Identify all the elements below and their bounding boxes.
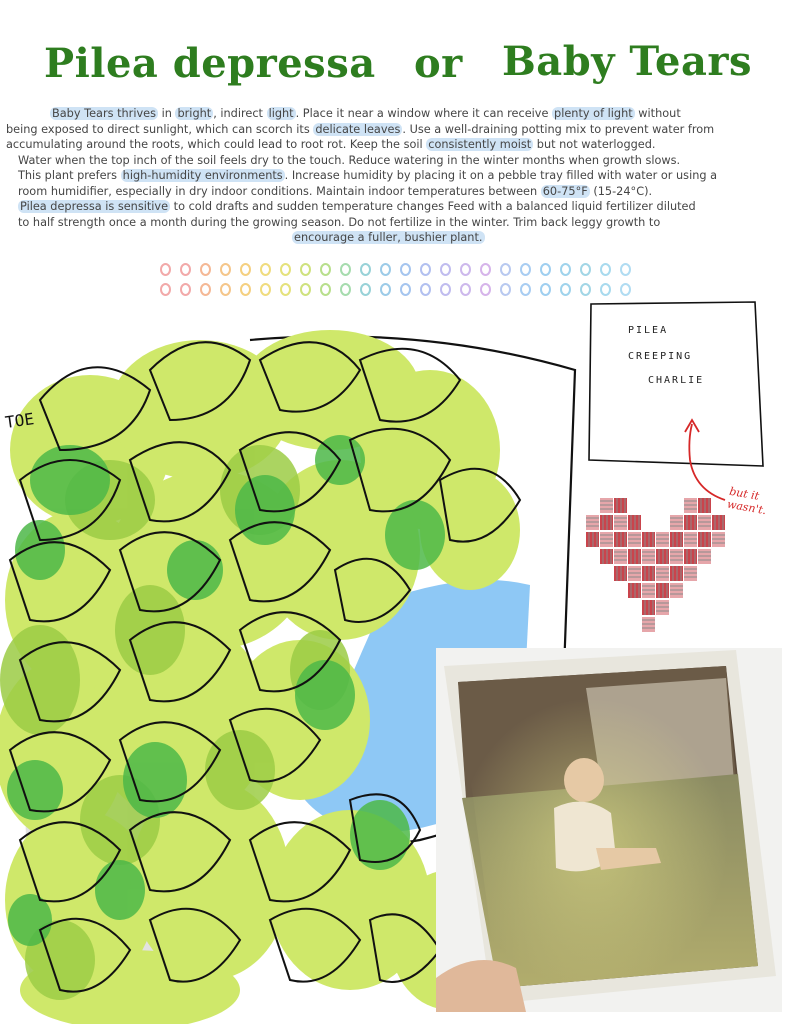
paragraph-line xyxy=(6,215,788,231)
heart-cell xyxy=(642,583,655,598)
rainbow-dot xyxy=(160,263,171,276)
pot-label: TOE xyxy=(3,409,36,432)
heart-cell xyxy=(614,549,627,564)
heart-cell xyxy=(684,515,697,530)
text-run: in xyxy=(158,107,176,120)
rainbow-dot xyxy=(420,283,431,296)
rainbow-dot xyxy=(220,283,231,296)
paragraph-line xyxy=(6,230,788,246)
heart-cell xyxy=(642,617,655,632)
text-run: accumulating around the roots, which could lead to root rot. Keep the soil xyxy=(6,138,427,151)
heart-cell xyxy=(712,515,725,530)
heart-cell xyxy=(586,515,599,530)
rainbow-dot xyxy=(240,263,251,276)
heart-cell xyxy=(600,498,613,513)
handwritten-note xyxy=(726,485,770,517)
care-paragraph xyxy=(6,106,788,246)
heart-cell xyxy=(628,549,641,564)
heart-cell xyxy=(698,549,711,564)
rainbow-dot xyxy=(300,263,311,276)
heart-cell xyxy=(628,532,641,547)
heart-cell xyxy=(698,498,711,513)
heart-cell xyxy=(670,549,683,564)
highlight: high-humidity environments xyxy=(122,169,283,182)
text-run: This plant prefers xyxy=(18,169,121,182)
text-run: , indirect xyxy=(213,107,267,120)
paragraph-line xyxy=(6,153,788,169)
heart-cell xyxy=(670,532,683,547)
baby-head xyxy=(564,758,604,802)
rainbow-dot xyxy=(560,283,571,296)
woven-heart-icon xyxy=(582,494,730,640)
highlight: 60-75°F xyxy=(542,184,588,198)
text-run: . Place it near a window where it can receive xyxy=(295,107,553,120)
heart-cell xyxy=(656,566,669,581)
rainbow-dot xyxy=(180,263,191,276)
rainbow-dot xyxy=(300,283,311,296)
rainbow-dot xyxy=(380,263,391,276)
rainbow-dot xyxy=(360,283,371,296)
paragraph-line xyxy=(6,106,788,122)
title-pilea-depressa: Pilea depressa xyxy=(44,40,376,87)
heart-cell xyxy=(642,549,655,564)
rainbow-dot xyxy=(400,263,411,276)
heart-cell xyxy=(670,566,683,581)
text-run: to cold drafts and sudden temperature changes Feed with a balanced liquid fertilizer diluted xyxy=(170,200,696,213)
highlight: consistently moist xyxy=(428,138,532,151)
heart-cell xyxy=(600,549,613,564)
highlight: plenty of light xyxy=(554,107,633,120)
rainbow-dot xyxy=(240,283,251,296)
heart-cell xyxy=(684,549,697,564)
rainbow-dot xyxy=(500,283,511,296)
rainbow-dot xyxy=(480,283,491,296)
heart-cell xyxy=(698,515,711,530)
rainbow-dot xyxy=(200,263,211,276)
highlight: light xyxy=(268,107,294,120)
heart-cell xyxy=(600,515,613,530)
rainbow-dots-row xyxy=(160,283,640,297)
sign-line-2: CREEPING xyxy=(628,351,693,362)
heart-cell xyxy=(600,532,613,547)
text-run: . Use a well-draining potting mix to prevent water from xyxy=(402,122,715,136)
rainbow-dot xyxy=(580,263,591,276)
text-run: being exposed to direct sunlight, which can scorch its xyxy=(6,122,314,136)
rainbow-dot xyxy=(480,263,491,276)
heart-cell xyxy=(628,583,641,598)
rainbow-dot xyxy=(440,263,451,276)
heart-cell xyxy=(712,532,725,547)
rainbow-dot xyxy=(340,263,351,276)
heart-cell xyxy=(614,532,627,547)
rainbow-dot xyxy=(320,283,331,296)
text-run: Water when the top inch of the soil feels dry to the touch. Reduce watering in the winter months when growth slows. xyxy=(18,153,681,167)
rainbow-dot xyxy=(580,283,591,296)
highlight: Pilea depressa is sensitive xyxy=(20,200,169,213)
heart-cell xyxy=(628,566,641,581)
heart-cell xyxy=(656,600,669,615)
rainbow-dot xyxy=(200,283,211,296)
rainbow-dot xyxy=(260,263,271,276)
heart-cell xyxy=(698,532,711,547)
rainbow-dot xyxy=(600,263,611,276)
heart-cell xyxy=(614,515,627,530)
rainbow-dot xyxy=(220,263,231,276)
rainbow-dot xyxy=(520,263,531,276)
rainbow-dot xyxy=(540,283,551,296)
rainbow-dot xyxy=(500,263,511,276)
heart-cell xyxy=(586,532,599,547)
highlight: bright xyxy=(177,107,212,120)
heart-cell xyxy=(628,515,641,530)
title-or: or xyxy=(414,40,463,87)
heart-cell xyxy=(670,583,683,598)
sign-line-1: PILEA xyxy=(628,325,669,336)
text-run: room humidifier, especially in dry indoor conditions. Maintain indoor temperatures between xyxy=(18,184,541,198)
title-baby-tears: Baby Tears xyxy=(502,38,752,85)
heart-cell xyxy=(656,549,669,564)
heart-cell xyxy=(684,498,697,513)
rainbow-dot xyxy=(520,283,531,296)
vintage-baby-photo xyxy=(436,648,782,1012)
rainbow-dot xyxy=(180,283,191,296)
rainbow-dot xyxy=(360,263,371,276)
heart-cell xyxy=(684,566,697,581)
rainbow-dot xyxy=(560,263,571,276)
highlight: encourage a fuller, bushier plant. xyxy=(294,231,483,244)
rainbow-dot xyxy=(460,263,471,276)
heart-cell xyxy=(614,498,627,513)
rainbow-dot xyxy=(260,283,271,296)
rainbow-dots-row xyxy=(160,263,640,277)
heart-cell xyxy=(684,532,697,547)
rainbow-dot xyxy=(600,283,611,296)
rainbow-dot xyxy=(620,283,631,296)
highlight: Baby Tears thrives xyxy=(52,107,156,120)
rainbow-dot xyxy=(320,263,331,276)
heart-cell xyxy=(642,600,655,615)
paragraph-line xyxy=(6,184,788,200)
paragraph-line xyxy=(6,137,788,153)
rainbow-dot xyxy=(420,263,431,276)
rainbow-dot xyxy=(540,263,551,276)
heart-cell xyxy=(614,566,627,581)
rainbow-dot xyxy=(460,283,471,296)
rainbow-dot xyxy=(340,283,351,296)
heart-cell xyxy=(656,583,669,598)
rainbow-dot xyxy=(160,283,171,296)
rainbow-dot xyxy=(440,283,451,296)
heart-cell xyxy=(642,566,655,581)
highlight: delicate leaves xyxy=(315,122,401,136)
sign-line-3: CHARLIE xyxy=(648,375,705,386)
paragraph-line xyxy=(6,199,788,215)
heart-cell xyxy=(670,515,683,530)
paragraph-line xyxy=(6,122,788,138)
text-run: without xyxy=(634,107,681,120)
rainbow-dot xyxy=(400,283,411,296)
rainbow-dot xyxy=(280,263,291,276)
note-line-1: but it xyxy=(728,484,761,503)
text-run: . Increase humidity by placing it on a pebble tray filled with water or using a xyxy=(284,169,718,182)
rainbow-dot xyxy=(620,263,631,276)
heart-cell xyxy=(656,532,669,547)
rainbow-dot xyxy=(280,283,291,296)
text-run: to half strength once a month during the growing season. Do not fertilize in the winter. Trim back leggy growth to xyxy=(18,215,661,229)
note-line-2: wasn't. xyxy=(726,497,768,518)
paragraph-line xyxy=(6,168,788,184)
text-run: but not waterlogged. xyxy=(533,138,656,151)
rainbow-dot xyxy=(380,283,391,296)
heart-cell xyxy=(642,532,655,547)
text-run: (15-24°C). xyxy=(589,184,653,198)
